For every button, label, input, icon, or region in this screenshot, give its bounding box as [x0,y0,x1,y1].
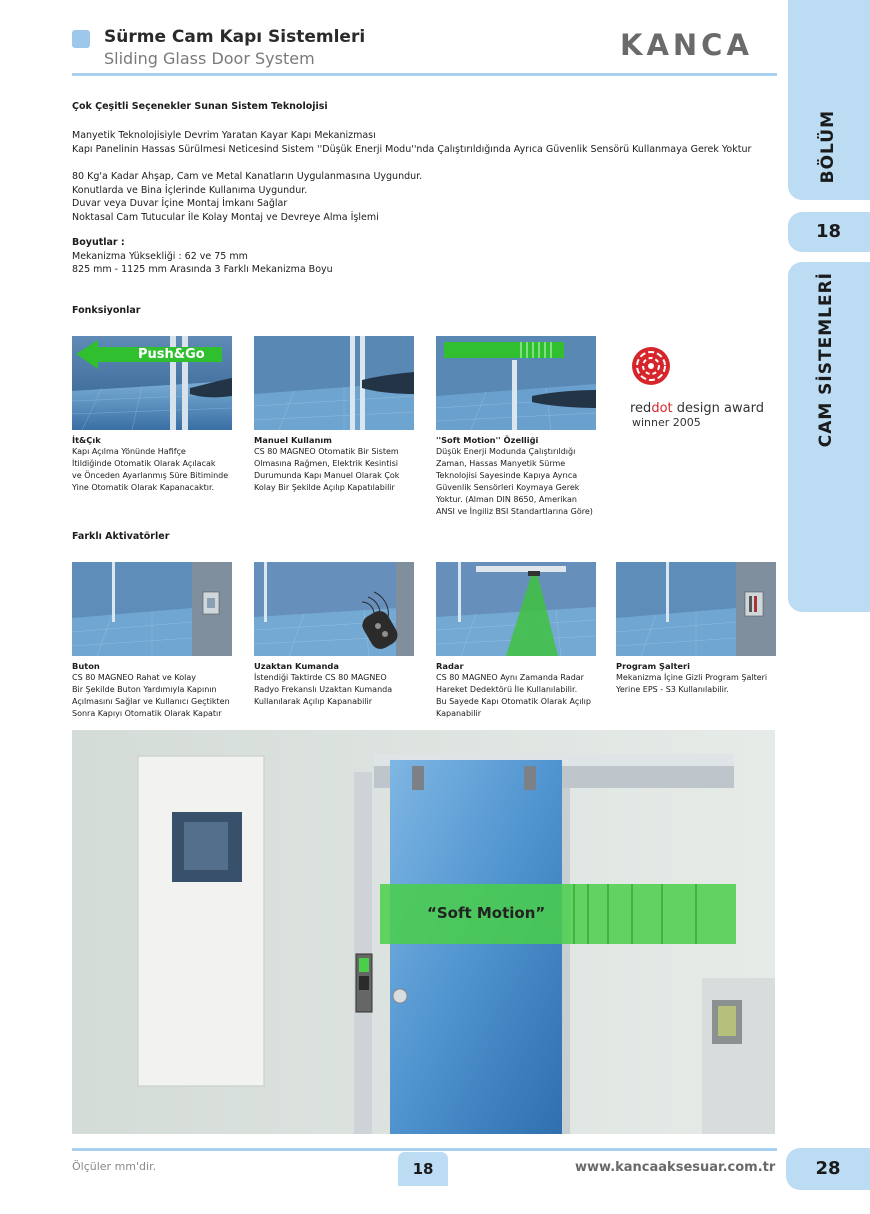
caption-line: Güvenlik Sensörleri Koymaya Gerek [436,483,580,492]
caption-line: Yoktur. (Alman DIN 8650, Amerikan [436,495,577,504]
push-go-image [72,336,232,430]
caption-title: Manuel Kullanım [254,435,332,445]
caption-line: Yerine EPS - S3 Kullanılabilir. [616,685,729,694]
page-title: Sürme Cam Kapı Sistemleri [104,27,366,47]
caption-line: Hareket Dedektörü İle Kullanılabilir. [436,685,578,694]
activator-caption-program-switch [616,660,796,696]
sidebar-number-tab [788,212,870,252]
remote-activator-image [254,562,414,656]
footer-website-link[interactable]: www.kancaaksesuar.com.tr [575,1160,776,1175]
caption-line: Bu Sayede Kapı Otomatik Olarak Açılıp [436,697,591,706]
manual-use-image [254,336,414,430]
caption-line: Radyo Frekanslı Uzaktan Kumanda [254,685,393,694]
activator-caption-remote [254,660,426,708]
award-line-1 [630,401,764,416]
hero-sliding-door-image [72,730,775,1134]
dimensions [72,236,772,277]
footer-rule [72,1148,777,1151]
award-red: red [630,401,652,416]
soft-motion-label: “Soft Motion” [427,904,546,922]
award-line-2: winner 2005 [632,416,701,429]
intro-line: Noktasal Cam Tutucular İle Kolay Montaj ve Devreye Alma İşlemi [72,211,379,223]
caption-line: Mekanizma İçine Gizli Program Şalteri [616,673,768,682]
caption-line: Kapı Açılma Yönünde Hafifçe [72,447,186,456]
activators-heading: Farklı Aktivatörler [72,531,170,542]
caption-line: Kullanılarak Açılıp Kapanabilir [254,697,373,706]
footer-note: Ölçüler mm'dir. [72,1160,157,1173]
intro-line: Manyetik Teknolojisiyle Devrim Yaratan Kayar Kapı Mekanizması [72,130,376,141]
sidebar-section-tab [788,0,870,200]
caption-line: ANSI ve İngiliz BSI Standartlarına Göre) [436,507,593,516]
caption-line: CS 80 MAGNEO Rahat ve Kolay [72,673,196,682]
function-caption-manual [254,434,426,494]
award-rest: design award [672,401,764,416]
intro-heading: Çok Çeşitli Seçenekler Sunan Sistem Teknolojisi [72,101,328,112]
intro-line: Kapı Panelinin Hassas Sürülmesi Neticesind Sistem ''Düşük Enerji Modu''nda Çalıştırıldığında Ayrıca Güvenlik Sensörü Kullanmaya Gerek Yoktur [72,143,752,155]
caption-line: Zaman, Hassas Manyetik Sürme [436,459,566,468]
button-activator-image [72,562,232,656]
functions-heading: Fonksiyonlar [72,305,141,316]
caption-title: Uzaktan Kumanda [254,661,339,671]
function-caption-push-go [72,434,244,494]
caption-line: Sonra Kapıyı Otomatik Olarak Kapatır [72,709,222,718]
caption-line: Yine Otomatik Olarak Kapanacaktır. [72,483,215,492]
program-switch-image [616,562,776,656]
function-caption-soft-motion [436,434,608,518]
caption-line: Bir Şekilde Buton Yardımıyla Kapının [72,685,217,694]
caption-title: İt&Çık [72,435,101,445]
caption-line: ve Önceden Ayarlanmış Süre Bitiminde [72,471,229,480]
push-go-overlay: Push&Go [138,347,205,362]
caption-title: Program Şalteri [616,661,690,671]
intro-paragraph-2 [72,170,772,224]
dimension-line: Mekanizma Yüksekliği : 62 ve 75 mm [72,250,248,262]
caption-line: Açılmasını Sağlar ve Kullanıcı Geçtikten [72,697,230,706]
category-label: CAM SİSTEMLERİ [816,272,836,448]
footer-section-number: 18 [398,1152,448,1186]
caption-line: Kolay Bir Şekilde Açılıp Kapatılabilir [254,483,395,492]
header-rule [72,73,777,76]
intro-line: Duvar veya Duvar İçine Montaj İmkanı Sağlar [72,198,288,209]
page-subtitle: Sliding Glass Door System [104,49,315,68]
caption-line: CS 80 MAGNEO Aynı Zamanda Radar [436,673,584,682]
activator-caption-radar [436,660,608,720]
intro-line: 80 Kg'a Kadar Ahşap, Cam ve Metal Kanatların Uygulanmasına Uygundur. [72,171,423,182]
caption-line: CS 80 MAGNEO Otomatik Bir Sistem [254,447,399,456]
award-dot: dot [651,401,673,416]
kanca-logo: KANCA [620,28,753,62]
caption-line: Teknolojisi Sayesinde Kapıya Ayrıca [436,471,578,480]
caption-line: İtildiğinde Otomatik Olarak Açılacak [72,459,216,468]
section-label: BÖLÜM [818,110,838,184]
caption-title: Radar [436,661,464,671]
caption-title: Buton [72,661,100,671]
activator-caption-button [72,660,244,720]
caption-line: Olmasına Rağmen, Elektrik Kesintisi [254,459,398,468]
caption-line: Durumunda Kapı Manuel Olarak Çok [254,471,400,480]
sidebar-category-tab [788,262,870,612]
title-square-icon [72,30,90,48]
reddot-logo-icon [630,345,672,387]
intro-line: Konutlarda ve Bina İçlerinde Kullanıma Uygundur. [72,184,308,196]
caption-line: Düşük Enerji Modunda Çalıştırıldığı [436,447,576,456]
caption-title: ''Soft Motion'' Özelliği [436,435,539,445]
reddot-award [630,345,764,429]
section-number: 18 [816,221,842,242]
intro-paragraph-1 [72,129,782,156]
page-number: 28 [786,1148,870,1190]
caption-line: Kapanabilir [436,709,481,718]
dimension-line: 825 mm - 1125 mm Arasında 3 Farklı Mekanizma Boyu [72,264,333,275]
radar-activator-image [436,562,596,656]
soft-motion-image [436,336,596,430]
caption-line: İstendiği Taktirde CS 80 MAGNEO [254,673,387,682]
dimensions-heading: Boyutlar : [72,237,125,248]
